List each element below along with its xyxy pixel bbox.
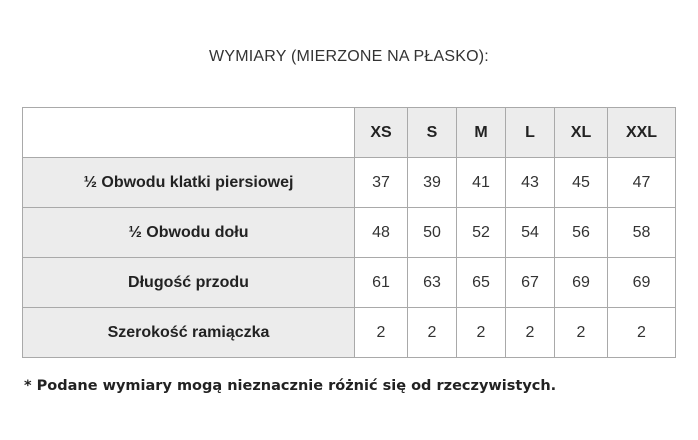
table-row [23, 308, 676, 358]
table-cell: 2 [408, 308, 457, 358]
row-label: Długość przodu [23, 258, 355, 308]
header-size-l: L [506, 108, 555, 158]
table-cell: 39 [408, 158, 457, 208]
table-cell: 45 [555, 158, 608, 208]
table-cell: 67 [506, 258, 555, 308]
table-cell: 61 [355, 258, 408, 308]
table-cell: 2 [506, 308, 555, 358]
table-cell: 69 [555, 258, 608, 308]
header-size-xl: XL [555, 108, 608, 158]
table-cell: 50 [408, 208, 457, 258]
header-row [23, 108, 676, 158]
table-cell: 2 [555, 308, 608, 358]
table-row [23, 258, 676, 308]
header-size-xs: XS [355, 108, 408, 158]
table-cell: 65 [457, 258, 506, 308]
table-cell: 52 [457, 208, 506, 258]
table-cell: 69 [608, 258, 676, 308]
header-size-xxl: XXL [608, 108, 676, 158]
table-cell: 54 [506, 208, 555, 258]
table-cell: 37 [355, 158, 408, 208]
table-cell: 41 [457, 158, 506, 208]
table-cell: 47 [608, 158, 676, 208]
table-cell: 43 [506, 158, 555, 208]
table-cell: 2 [355, 308, 408, 358]
table-row [23, 158, 676, 208]
row-label: ½ Obwodu dołu [23, 208, 355, 258]
header-size-m: M [457, 108, 506, 158]
table-cell: 2 [608, 308, 676, 358]
row-label: ½ Obwodu klatki piersiowej [23, 158, 355, 208]
footnote: * Podane wymiary mogą nieznacznie różnić się od rzeczywistych. [24, 378, 557, 394]
table-cell: 48 [355, 208, 408, 258]
page-title: WYMIARY (MIERZONE NA PŁASKO): [209, 48, 489, 65]
header-corner-cell [23, 108, 355, 158]
table-cell: 56 [555, 208, 608, 258]
table-row [23, 208, 676, 258]
size-table [22, 107, 676, 358]
row-label: Szerokość ramiączka [23, 308, 355, 358]
header-size-s: S [408, 108, 457, 158]
table-cell: 2 [457, 308, 506, 358]
table-cell: 63 [408, 258, 457, 308]
table-cell: 58 [608, 208, 676, 258]
